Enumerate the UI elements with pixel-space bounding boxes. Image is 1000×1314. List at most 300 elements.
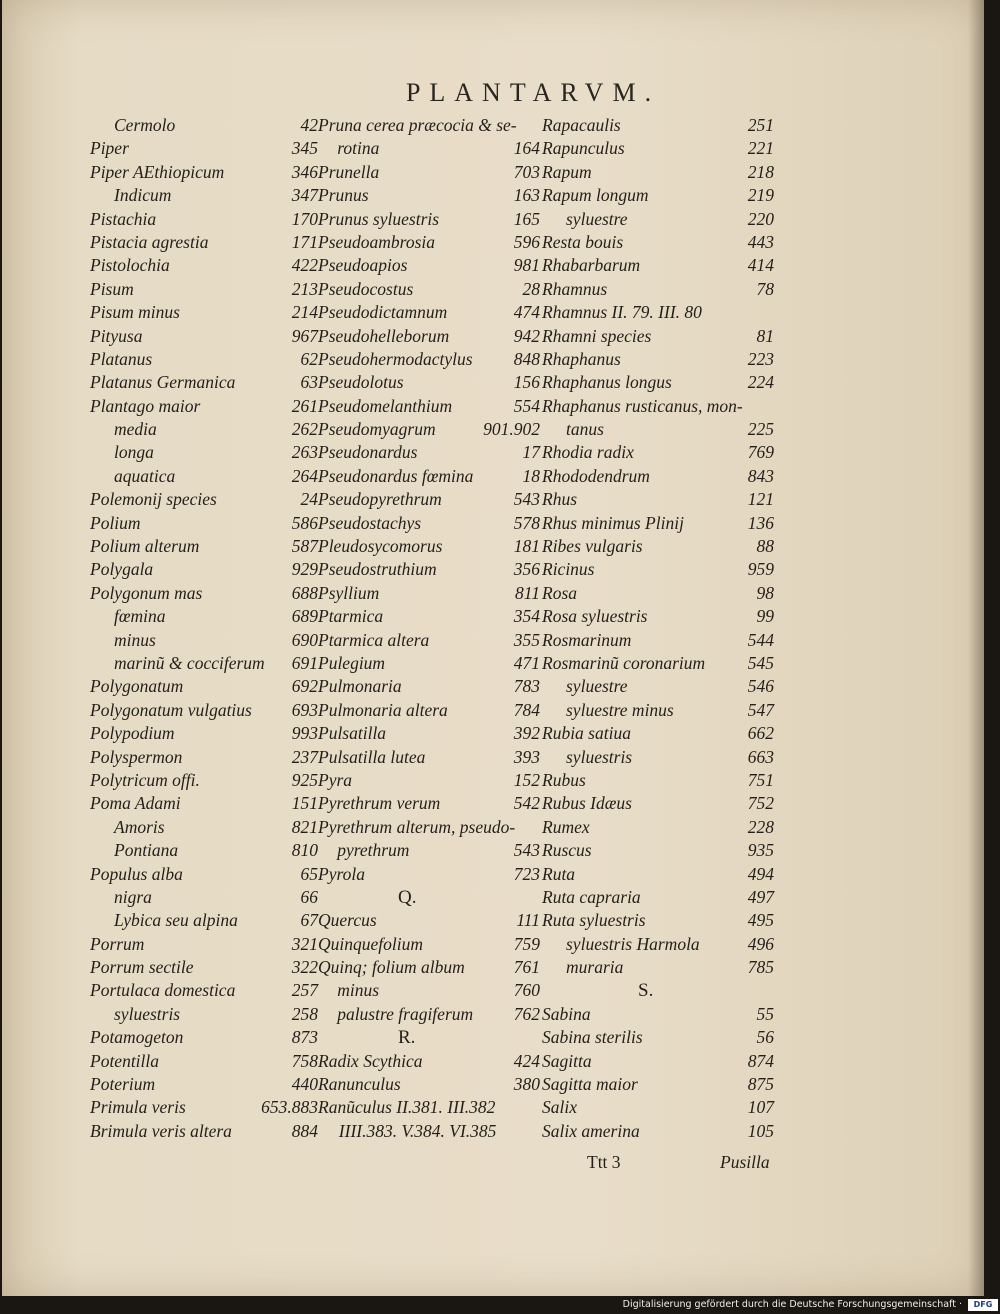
index-entry [90, 418, 318, 441]
entry-page-number: 181 [513, 536, 540, 557]
index-entry [542, 1026, 774, 1049]
entry-term: minus [114, 629, 156, 650]
index-entry [318, 839, 540, 862]
entry-term: Rosa syluestris [542, 606, 648, 627]
entry-page-number: 663 [747, 746, 774, 767]
entry-page-number: 496 [747, 933, 774, 954]
index-column-2 [318, 114, 540, 1143]
entry-term: muraria [566, 957, 624, 978]
entry-term: Pseudonardus [318, 442, 418, 463]
entry-page-number: 264 [291, 465, 318, 486]
entry-term: Pleudosycomorus [318, 536, 443, 557]
entry-term: Pisum minus [90, 302, 180, 323]
index-entry [542, 722, 774, 745]
entry-term: Pulmonaria [318, 676, 402, 697]
index-entry [542, 278, 774, 301]
entry-page-number: 221 [747, 138, 774, 159]
index-entry [90, 769, 318, 792]
index-entry [90, 1096, 318, 1119]
entry-term: Pulegium [318, 652, 386, 673]
index-entry [542, 325, 774, 348]
entry-page-number: 662 [747, 723, 774, 744]
index-entry [90, 558, 318, 581]
entry-term: Pseudoapios [318, 255, 408, 276]
entry-term: Rapacaulis [542, 115, 621, 135]
entry-page-number: 689 [291, 606, 318, 627]
index-entry [318, 1120, 540, 1143]
index-entry [542, 512, 774, 535]
entry-term: Pseudomyagrum [318, 419, 436, 440]
entry-page-number: 769 [747, 442, 774, 463]
entry-term: Rubus Idæus [542, 793, 632, 814]
index-entry [90, 652, 318, 675]
entry-page-number: 761 [513, 957, 540, 978]
index-entry [318, 278, 540, 301]
index-entry [542, 418, 774, 441]
index-entry [318, 1050, 540, 1073]
entry-page-number: 105 [747, 1120, 774, 1141]
entry-page-number: 42 [300, 115, 318, 135]
page-header: PLANTARVM. [405, 78, 661, 107]
index-entry [542, 792, 774, 815]
entry-term: Rhaphanus [542, 348, 621, 369]
entry-page-number: 17 [522, 442, 540, 463]
entry-term: Q. [398, 886, 417, 908]
section-letter [318, 886, 540, 909]
index-entry [318, 863, 540, 886]
entry-page-number: 262 [291, 419, 318, 440]
entry-page-number: 422 [291, 255, 318, 276]
entry-page-number: 220 [747, 208, 774, 229]
index-entry [542, 1073, 774, 1096]
page-gutter-shadow [968, 0, 984, 1296]
entry-page-number: 723 [513, 863, 540, 884]
index-entry [90, 979, 318, 1002]
entry-page-number: 758 [291, 1050, 318, 1071]
index-entry [318, 1003, 540, 1026]
entry-page-number: 346 [291, 161, 318, 182]
entry-page-number: 424 [513, 1050, 540, 1071]
index-entry [90, 863, 318, 886]
entry-term: Ptarmica [318, 606, 384, 627]
entry-term: syluestris [114, 1003, 181, 1024]
entry-term: Pityusa [90, 325, 143, 346]
entry-page-number: 586 [291, 512, 318, 533]
entry-term: Salix [542, 1097, 577, 1118]
entry-term: Platanus [90, 348, 153, 369]
entry-term: Ruta syluestris [542, 910, 646, 931]
index-entry [318, 441, 540, 464]
entry-page-number: 263 [291, 442, 318, 463]
index-entry [318, 208, 540, 231]
entry-page-number: 884 [291, 1120, 318, 1141]
section-letter [542, 979, 774, 1002]
index-entry [542, 348, 774, 371]
index-entry [318, 488, 540, 511]
index-entry [318, 746, 540, 769]
entry-term: Platanus Germanica [90, 372, 236, 393]
index-entry [90, 114, 318, 137]
index-entry [318, 629, 540, 652]
entry-term: Potamogeton [90, 1027, 184, 1048]
index-entry [318, 722, 540, 745]
index-entry [542, 535, 774, 558]
index-entry [318, 605, 540, 628]
index-entry [542, 675, 774, 698]
index-entry [318, 979, 540, 1002]
entry-page-number: 495 [747, 910, 774, 931]
index-entry [318, 535, 540, 558]
index-entry [542, 582, 774, 605]
entry-page-number: 354 [513, 606, 540, 627]
index-entry [318, 1096, 540, 1119]
entry-page-number: 703 [513, 161, 540, 182]
entry-page-number: 355 [513, 629, 540, 650]
entry-page-number: 929 [291, 559, 318, 580]
index-entry [318, 652, 540, 675]
catchword: Pusilla [720, 1152, 770, 1172]
entry-term: syluestris [566, 746, 633, 767]
entry-page-number: 760 [513, 980, 540, 1001]
entry-page-number: 67 [300, 910, 318, 931]
entry-term: Indicum [114, 185, 172, 206]
entry-term: Pseudodictamnum [318, 302, 448, 323]
entry-term: Pseudoambrosia [318, 231, 435, 252]
entry-page-number: 811 [515, 582, 540, 603]
index-entry [542, 886, 774, 909]
entry-page-number: 967 [291, 325, 318, 346]
entry-page-number: 554 [513, 395, 540, 416]
index-entry [318, 161, 540, 184]
index-entry [318, 909, 540, 932]
index-entry [542, 816, 774, 839]
index-entry [318, 465, 540, 488]
index-entry [90, 254, 318, 277]
index-entry [318, 348, 540, 371]
index-entry [542, 114, 774, 137]
index-entry [318, 301, 540, 324]
entry-page-number: 547 [747, 699, 774, 720]
entry-page-number: 213 [291, 278, 318, 299]
entry-page-number: 224 [747, 372, 774, 393]
entry-term: Populus alba [90, 863, 183, 884]
entry-page-number: 751 [747, 769, 774, 790]
index-entry [542, 137, 774, 160]
entry-term: Polyspermon [90, 746, 183, 767]
entry-page-number: 544 [747, 629, 774, 650]
entry-page-number: 821 [291, 816, 318, 837]
index-entry [542, 909, 774, 932]
entry-term: Pulmonaria altera [318, 699, 448, 720]
index-entry [542, 231, 774, 254]
index-entry [90, 441, 318, 464]
index-entry [90, 933, 318, 956]
index-entry [90, 909, 318, 932]
index-entry [90, 722, 318, 745]
index-entry [318, 956, 540, 979]
entry-page-number: 228 [747, 816, 774, 837]
entry-term: Poma Adami [90, 793, 181, 814]
index-entry [90, 231, 318, 254]
entry-page-number: 875 [747, 1074, 774, 1095]
index-entry [90, 278, 318, 301]
index-entry [542, 441, 774, 464]
entry-term: Rapum longum [542, 185, 649, 206]
entry-term: Pontiana [114, 840, 179, 861]
entry-page-number: 784 [513, 699, 540, 720]
entry-page-number: 942 [513, 325, 540, 346]
entry-term: Rubia satiua [542, 723, 631, 744]
entry-term: rotina [337, 138, 380, 159]
entry-page-number: 136 [747, 512, 774, 533]
entry-page-number: 497 [747, 886, 774, 907]
index-entry [318, 395, 540, 418]
entry-term: Ruta [542, 863, 576, 884]
index-entry [90, 629, 318, 652]
entry-page-number: 347 [291, 185, 318, 206]
index-entry [542, 1096, 774, 1119]
index-entry [318, 325, 540, 348]
entry-page-number: 121 [747, 489, 774, 510]
entry-term: syluestre minus [566, 699, 674, 720]
entry-page-number: 959 [747, 559, 774, 580]
entry-term: Quinquefolium [318, 933, 423, 954]
entry-term: aquatica [114, 465, 176, 486]
index-entry [542, 184, 774, 207]
entry-page-number: 785 [747, 957, 774, 978]
entry-term: Quinq; folium album [318, 957, 465, 978]
entry-page-number: 151 [291, 793, 318, 814]
index-entry [318, 558, 540, 581]
entry-term: Ruta capraria [542, 886, 641, 907]
entry-term: Quercus [318, 910, 377, 931]
entry-page-number: 56 [756, 1027, 774, 1048]
entry-term: marinũ & cocciferum [114, 652, 265, 673]
entry-term: Polium alterum [90, 536, 200, 557]
entry-page-number: 843 [747, 465, 774, 486]
index-entry [542, 839, 774, 862]
entry-page-number: 225 [747, 419, 774, 440]
index-entry [90, 488, 318, 511]
entry-page-number: 223 [747, 348, 774, 369]
index-entry [318, 792, 540, 815]
entry-page-number: 251 [747, 115, 774, 135]
entry-term: S. [638, 980, 654, 1002]
entry-page-number: 81 [756, 325, 774, 346]
entry-page-number: 494 [747, 863, 774, 884]
entry-page-number: 163 [513, 185, 540, 206]
entry-page-number: 171 [291, 231, 318, 252]
entry-page-number: 596 [513, 231, 540, 252]
book-page [2, 0, 984, 1296]
entry-page-number: 356 [513, 559, 540, 580]
entry-page-number: 543 [513, 840, 540, 861]
entry-term: Porrum sectile [90, 957, 194, 978]
entry-term: Prunus syluestris [318, 208, 440, 229]
entry-term: Polygonatum [90, 676, 184, 697]
entry-page-number: 78 [756, 278, 774, 299]
entry-page-number: 28 [522, 278, 540, 299]
entry-page-number: 345 [291, 138, 318, 159]
entry-term: Pseudohermodactylus [318, 348, 473, 369]
entry-page-number: 380 [513, 1074, 540, 1095]
index-column-3 [542, 114, 774, 1143]
index-entry [542, 746, 774, 769]
entry-page-number: 546 [747, 676, 774, 697]
entry-term: syluestre [566, 676, 628, 697]
entry-term: Sabina [542, 1003, 591, 1024]
entry-term: Pseudomelanthium [318, 395, 453, 416]
entry-page-number: 690 [291, 629, 318, 650]
index-entry [90, 1026, 318, 1049]
entry-term: Prunella [318, 161, 380, 182]
entry-term: Pseudonardus fœmina [318, 465, 474, 486]
entry-term: Sabina sterilis [542, 1027, 643, 1048]
entry-page-number: 443 [747, 231, 774, 252]
index-entry [318, 371, 540, 394]
index-entry [318, 699, 540, 722]
entry-page-number: 88 [756, 536, 774, 557]
index-entry [90, 535, 318, 558]
entry-term: Sagitta maior [542, 1074, 638, 1095]
entry-page-number: 692 [291, 676, 318, 697]
index-entry [542, 488, 774, 511]
entry-page-number: 393 [513, 746, 540, 767]
index-entry [90, 886, 318, 909]
index-entry [318, 231, 540, 254]
index-entry [90, 1073, 318, 1096]
entry-page-number: 65 [300, 863, 318, 884]
entry-page-number: 392 [513, 723, 540, 744]
entry-term: Amoris [114, 816, 165, 837]
entry-page-number: 322 [291, 957, 318, 978]
entry-term: Rhamni species [542, 325, 652, 346]
index-entry [318, 816, 540, 839]
entry-page-number: 759 [513, 933, 540, 954]
entry-term: Resta bouis [542, 231, 624, 252]
entry-term: tanus [566, 419, 604, 440]
index-entry [318, 114, 540, 137]
entry-term: Pyrethrum verum [318, 793, 441, 814]
page-footer [2, 1152, 984, 1176]
entry-term: Rhamnus II. 79. III. 80 [542, 302, 702, 323]
index-entry [318, 184, 540, 207]
entry-page-number: 848 [513, 348, 540, 369]
entry-term: Brimula veris altera [90, 1120, 232, 1141]
entry-term: Pseudolotus [318, 372, 404, 393]
entry-term: Rhus [542, 489, 577, 510]
entry-page-number: 107 [747, 1097, 774, 1118]
entry-page-number: 152 [513, 769, 540, 790]
entry-term: Pistolochia [90, 255, 170, 276]
entry-page-number: 214 [291, 302, 318, 323]
entry-term: Polium [90, 512, 141, 533]
index-column-1 [90, 114, 318, 1143]
index-entry [90, 1050, 318, 1073]
entry-page-number: 578 [513, 512, 540, 533]
entry-page-number: 587 [291, 536, 318, 557]
entry-page-number: 981 [513, 255, 540, 276]
entry-term: Pseudostachys [318, 512, 422, 533]
entry-term: Prunus [318, 185, 369, 206]
index-entry [542, 1120, 774, 1143]
entry-term: Salix amerina [542, 1120, 640, 1141]
index-entry [90, 465, 318, 488]
entry-page-number: 55 [756, 1003, 774, 1024]
entry-term: Rosmarinũ coronarium [542, 652, 706, 673]
entry-term: Pulsatilla lutea [318, 746, 426, 767]
entry-page-number: 170 [291, 208, 318, 229]
entry-term: Cermolo [114, 115, 176, 135]
entry-term: syluestre [566, 208, 628, 229]
entry-page-number: 111 [516, 910, 540, 931]
entry-term: Pisum [90, 278, 134, 299]
entry-term: Rhaphanus longus [542, 372, 672, 393]
entry-term: Rapunculus [542, 138, 625, 159]
entry-page-number: 218 [747, 161, 774, 182]
entry-term: nigra [114, 886, 152, 907]
entry-page-number: 24 [300, 489, 318, 510]
entry-term: Polytricum offi. [90, 769, 200, 790]
entry-term: Rhodia radix [542, 442, 634, 463]
index-entry [90, 746, 318, 769]
entry-page-number: 993 [291, 723, 318, 744]
index-entry [90, 371, 318, 394]
index-entry [542, 1003, 774, 1026]
entry-term: Pyrola [318, 863, 365, 884]
entry-term: Pistacia agrestia [90, 231, 209, 252]
index-entry [542, 1050, 774, 1073]
entry-page-number: 545 [747, 652, 774, 673]
entry-term: Pulsatilla [318, 723, 387, 744]
entry-page-number: 258 [291, 1003, 318, 1024]
index-entry [318, 933, 540, 956]
entry-page-number: 414 [747, 255, 774, 276]
entry-page-number: 653.883 [261, 1097, 318, 1118]
entry-term: Ruscus [542, 840, 592, 861]
index-entry [90, 184, 318, 207]
index-entry [90, 395, 318, 418]
entry-page-number: 165 [513, 208, 540, 229]
entry-term: fœmina [114, 606, 166, 627]
entry-page-number: 810 [291, 840, 318, 861]
entry-term: Plantago maior [90, 395, 201, 416]
entry-term: Pseudohelleborum [318, 325, 450, 346]
entry-page-number: 762 [513, 1003, 540, 1024]
index-entry [542, 161, 774, 184]
entry-term: Polygala [90, 559, 154, 580]
entry-term: Rubus [542, 769, 586, 790]
index-entry [318, 137, 540, 160]
entry-term: IIII.383. V.384. VI.385 [338, 1120, 497, 1141]
entry-term: Lybica seu alpina [114, 910, 238, 931]
index-entry [318, 512, 540, 535]
index-entry [90, 208, 318, 231]
entry-term: media [114, 419, 157, 440]
entry-page-number: 62 [300, 348, 318, 369]
index-entry [542, 254, 774, 277]
index-entry [90, 699, 318, 722]
signature-mark: Ttt 3 [587, 1152, 621, 1172]
index-entry [542, 629, 774, 652]
entry-term: palustre fragiferum [337, 1003, 474, 1024]
index-entry [90, 348, 318, 371]
index-entry [542, 395, 774, 418]
entry-page-number: 543 [513, 489, 540, 510]
entry-page-number: 18 [522, 465, 540, 486]
entry-term: Ribes vulgaris [542, 536, 643, 557]
entry-term: Rosa [542, 582, 577, 603]
